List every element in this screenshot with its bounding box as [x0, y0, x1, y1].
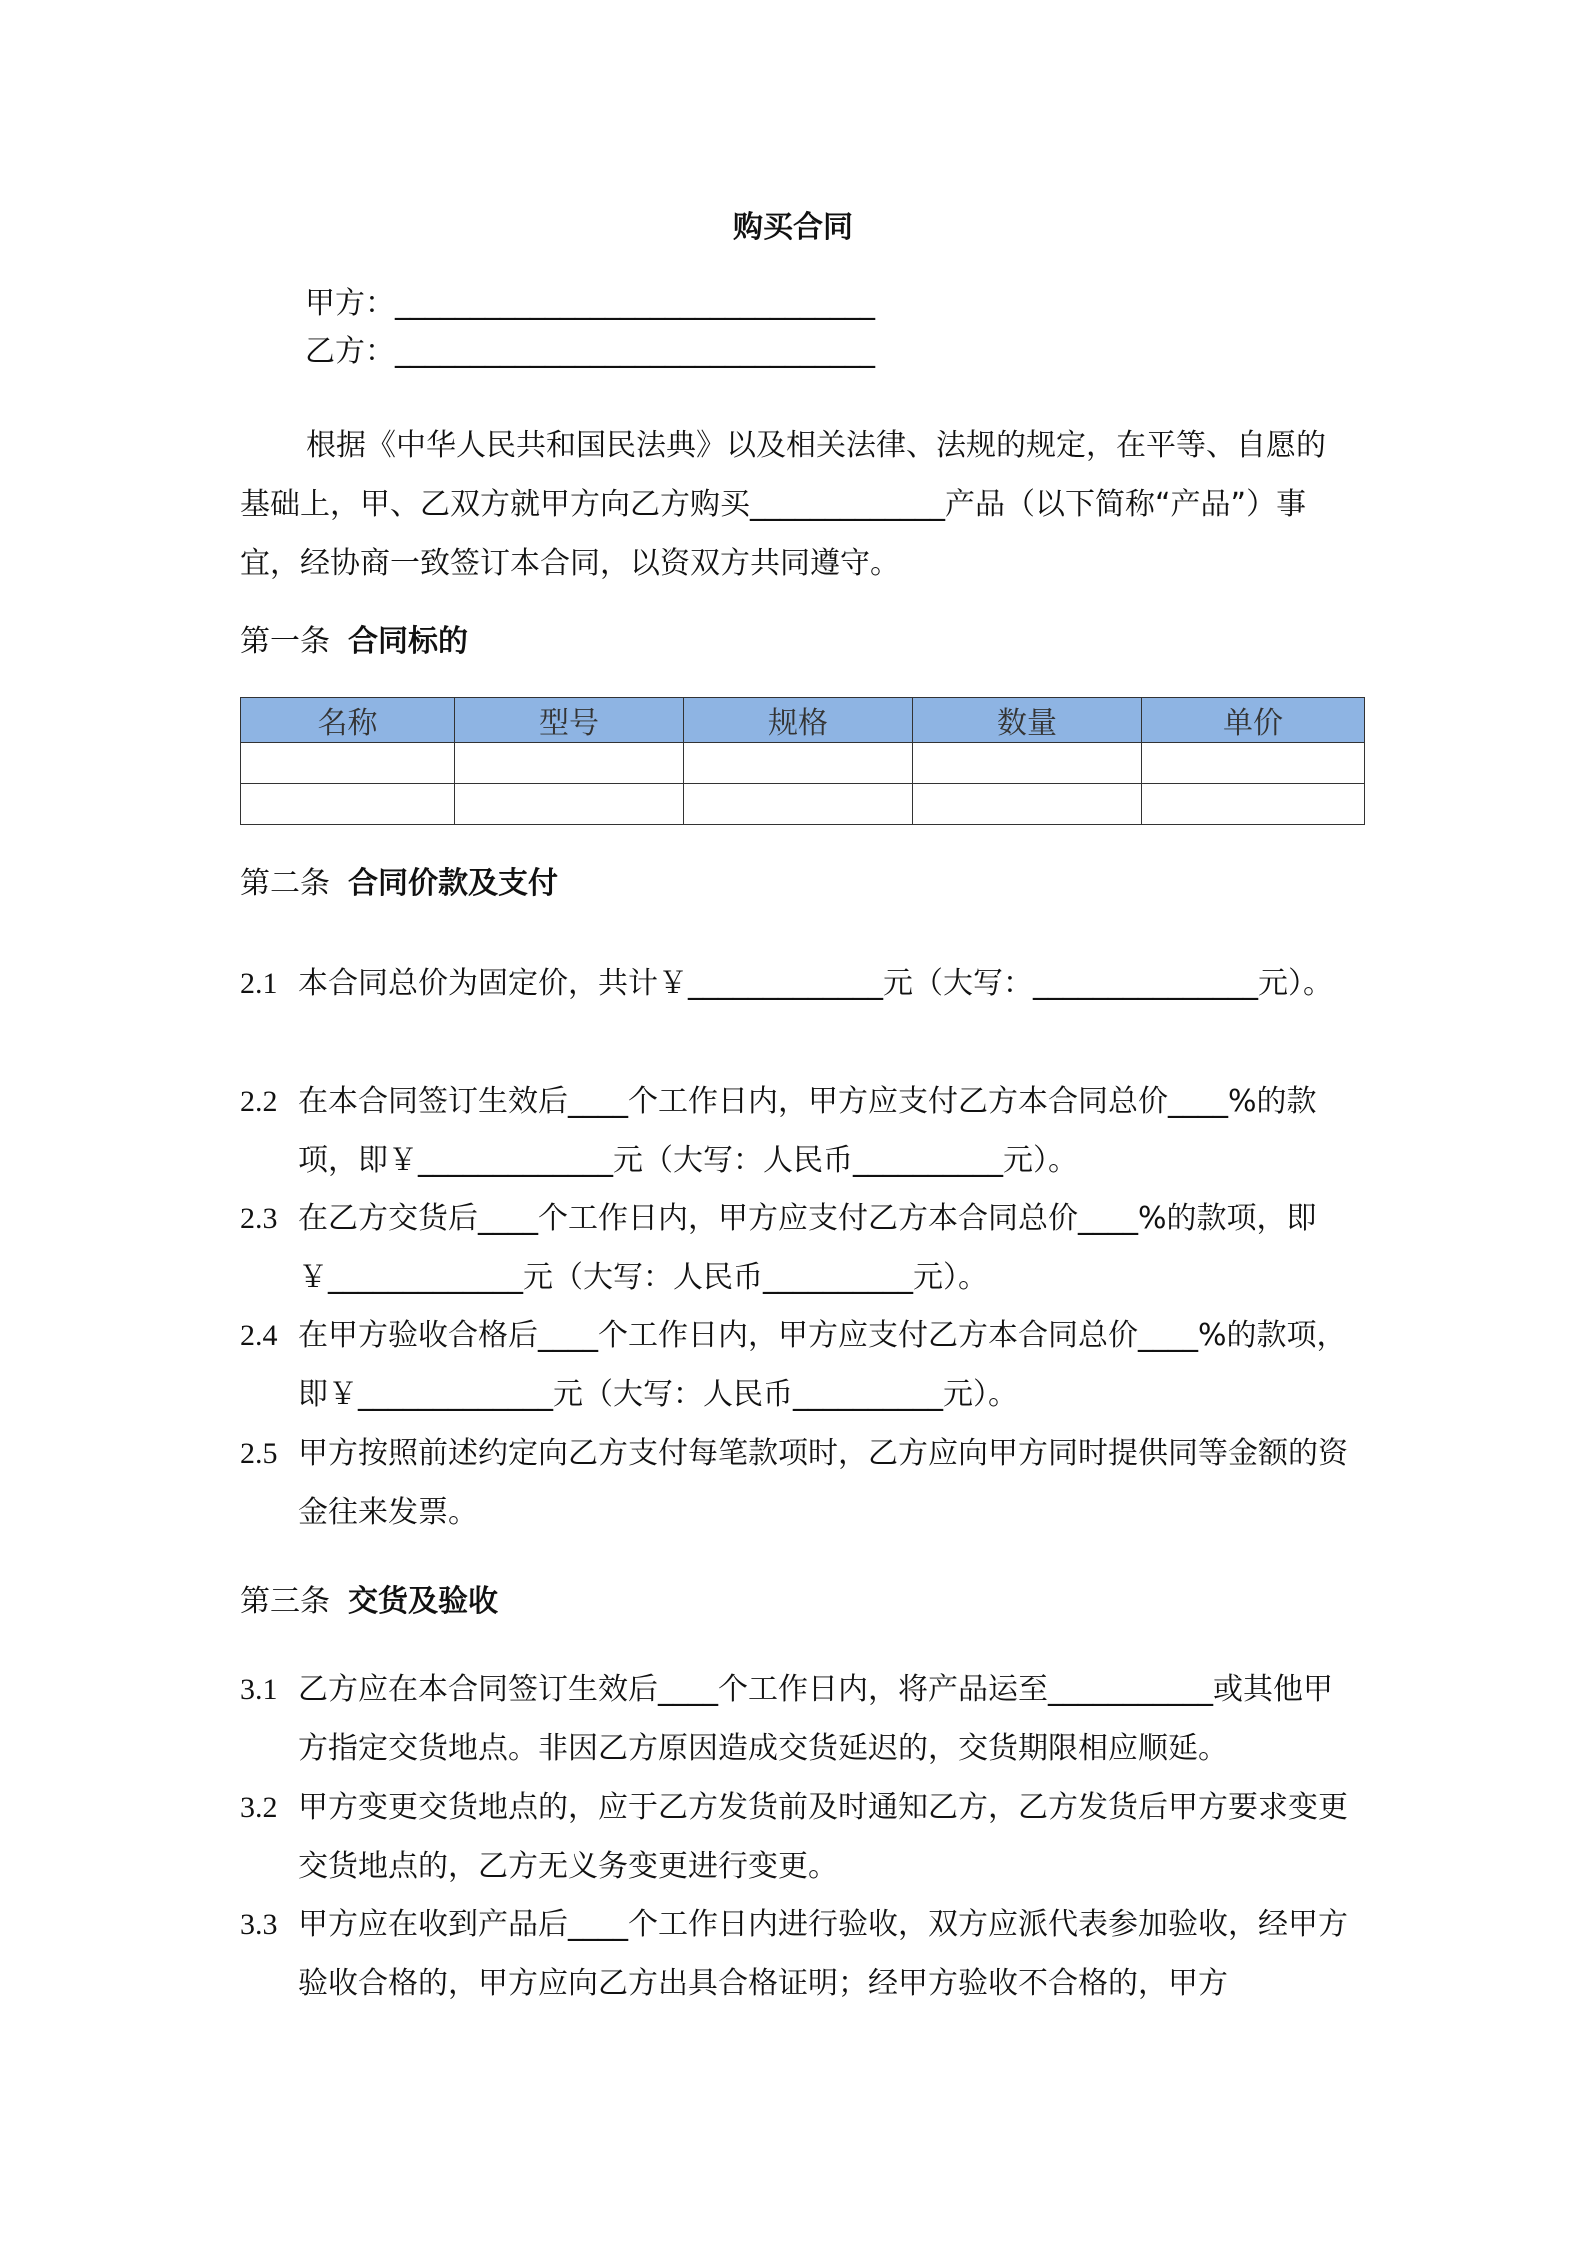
- table-header-row: [241, 698, 1365, 743]
- table-header-cell: 名称: [241, 698, 455, 743]
- table-cell: [913, 743, 1142, 784]
- clause-text: 甲方变更交货地点的，应于乙方发货前及时通知乙方，乙方发货后甲方要求变更交货地点的，乙方无义务变更进行变更。: [298, 1790, 1348, 1884]
- article-1-title: 合同标的: [348, 624, 468, 659]
- table-header-cell: 单价: [1142, 698, 1365, 743]
- clause-3-2: [240, 1778, 1355, 1896]
- table-row: [241, 743, 1365, 784]
- clause-number: 3.3: [240, 1908, 278, 1941]
- table-row: [241, 784, 1365, 825]
- document-title: 购买合同: [733, 210, 853, 245]
- article-3-heading: [240, 1580, 498, 1624]
- clause-2-1: [240, 954, 1355, 1013]
- party-b-line: 乙方：________________________________: [305, 334, 875, 369]
- clause-number: 2.1: [240, 967, 278, 1000]
- clause-text: 在乙方交货后____个工作日内，甲方应支付乙方本合同总价____%的款项，即￥_____________元（大写：人民币__________元）。: [298, 1201, 1317, 1295]
- article-2-heading: [240, 862, 558, 906]
- table-header-cell: 数量: [913, 698, 1142, 743]
- article-3-title: 交货及验收: [348, 1584, 498, 1619]
- table-cell: [913, 784, 1142, 825]
- article-3-number: 第三条: [240, 1585, 330, 1618]
- party-a-line: 甲方：________________________________: [305, 286, 875, 321]
- intro-paragraph: 根据《中华人民共和国民法典》以及相关法律、法规的规定，在平等、自愿的基础上，甲、乙双方就甲方向乙方购买_____________产品（以下简称“产品”）事宜，经协商一致签订本合同，以资双方共同遵守。: [240, 428, 1326, 581]
- table-header-cell: 型号: [455, 698, 684, 743]
- table-cell: [684, 743, 913, 784]
- clause-number: 2.4: [240, 1319, 278, 1352]
- table-cell: [684, 784, 913, 825]
- clause-2-5: [240, 1424, 1355, 1542]
- clause-number: 2.2: [240, 1085, 278, 1118]
- table-cell: [455, 743, 684, 784]
- clause-number: 2.5: [240, 1437, 278, 1470]
- clause-3-1: [240, 1660, 1355, 1778]
- article-2-number: 第二条: [240, 867, 330, 900]
- clause-text: 甲方应在收到产品后____个工作日内进行验收，双方应派代表参加验收，经甲方验收合格的，甲方应向乙方出具合格证明；经甲方验收不合格的，甲方: [298, 1907, 1348, 2001]
- clause-text: 在甲方验收合格后____个工作日内，甲方应支付乙方本合同总价____%的款项，即￥_____________元（大写：人民币__________元）。: [298, 1318, 1347, 1412]
- table-cell: [455, 784, 684, 825]
- clause-text: 在本合同签订生效后____个工作日内，甲方应支付乙方本合同总价____%的款项，即￥_____________元（大写：人民币__________元）。: [298, 1084, 1317, 1178]
- clause-number: 2.3: [240, 1202, 278, 1235]
- clause-3-3: [240, 1895, 1355, 2013]
- clause-2-4: [240, 1306, 1355, 1424]
- article-2-title: 合同价款及支付: [348, 866, 558, 901]
- table-header-cell: 规格: [684, 698, 913, 743]
- clause-text: 本合同总价为固定价，共计￥_____________元（大写：_______________元）。: [298, 966, 1333, 1001]
- table-cell: [241, 784, 455, 825]
- clause-text: 乙方应在本合同签订生效后____个工作日内，将产品运至___________或其他甲方指定交货地点。非因乙方原因造成交货延迟的，交货期限相应顺延。: [298, 1672, 1333, 1766]
- table-cell: [241, 743, 455, 784]
- article-1-number: 第一条: [240, 625, 330, 658]
- table-cell: [1142, 784, 1365, 825]
- clause-text: 甲方按照前述约定向乙方支付每笔款项时，乙方应向甲方同时提供同等金额的资金往来发票。: [298, 1436, 1348, 1530]
- clause-number: 3.2: [240, 1791, 278, 1824]
- clause-2-2: [240, 1072, 1355, 1190]
- clause-2-3: [240, 1189, 1355, 1307]
- clause-number: 3.1: [240, 1673, 278, 1706]
- table-cell: [1142, 743, 1365, 784]
- article-1-heading: [240, 620, 468, 664]
- contract-subject-table: [240, 697, 1365, 825]
